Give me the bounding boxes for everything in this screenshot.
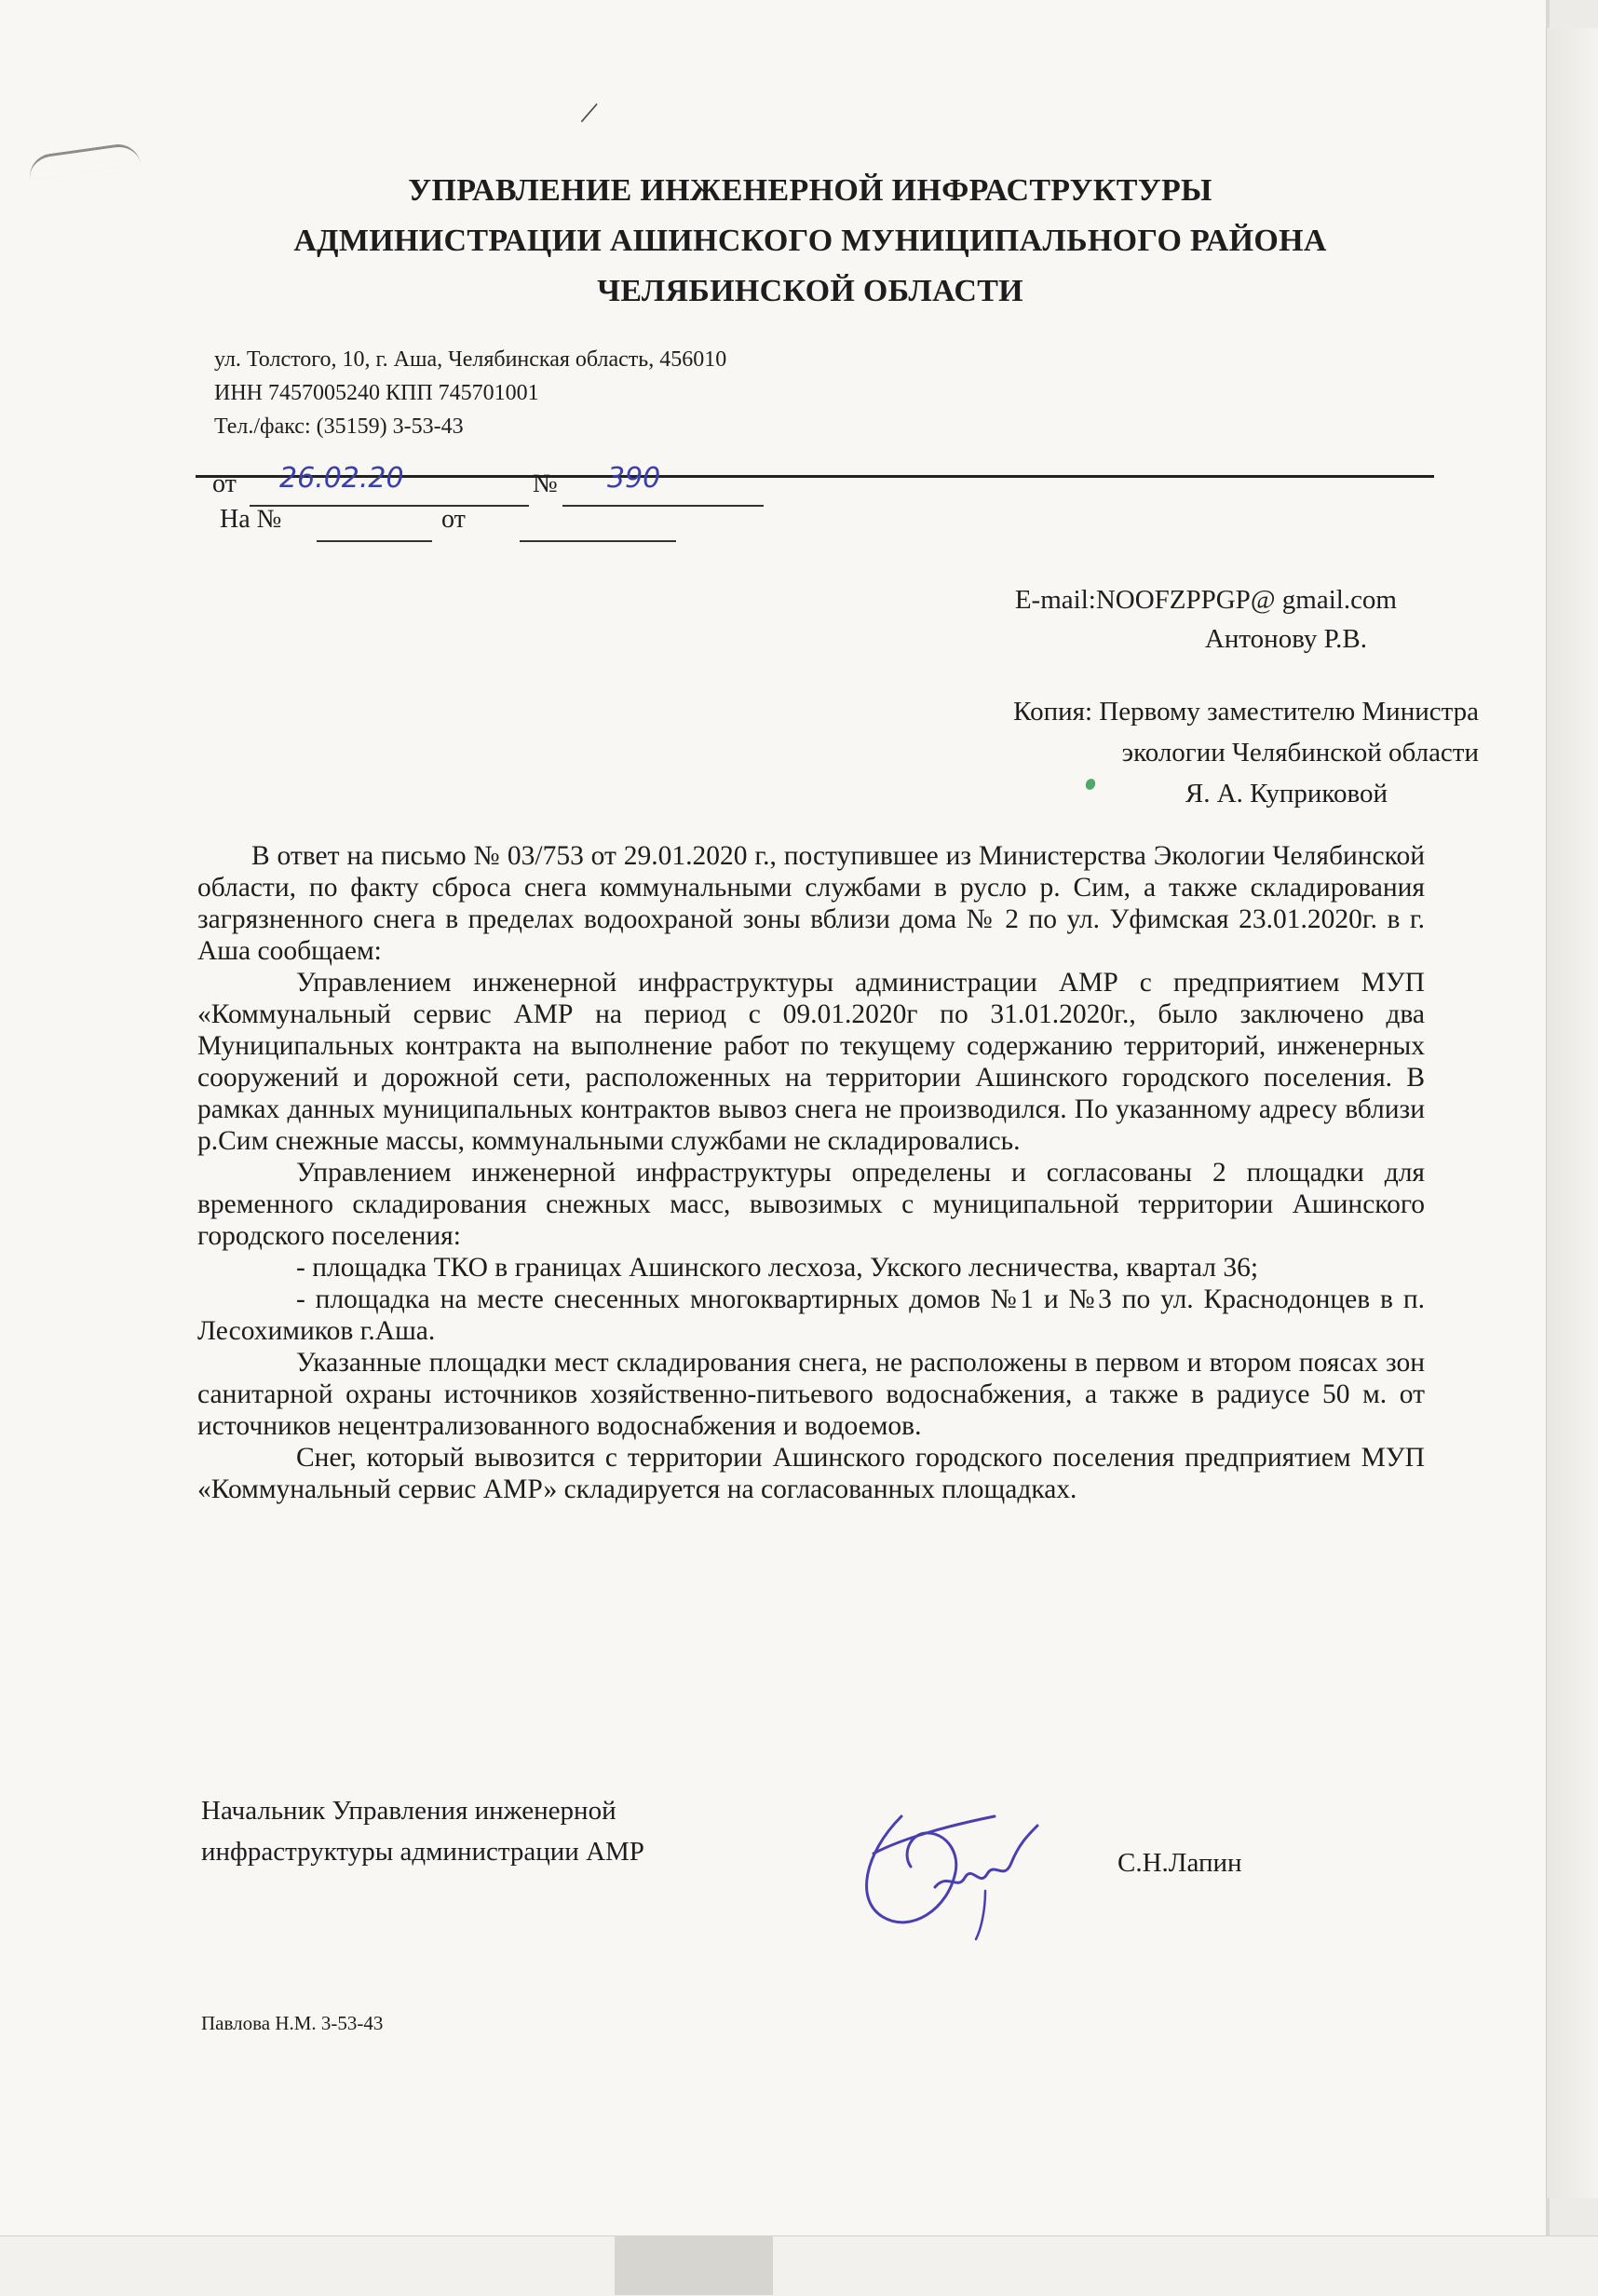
body-paragraph: В ответ на письмо № 03/753 от 29.01.2020 г., поступившее из Министерства Экологии Челябинской области, по факту сброса снега коммунальными службами в русло р. Сим, а также складирования загрязненного снега в пределах водоохраной зоны вблизи дома № 2 по ул. Уфимская 23.01.2020г. в г. Аша сообщаем: xyxy=(197,841,1425,966)
number-handwritten: 390 xyxy=(607,462,661,495)
body-paragraph: Снег, который вывозится с территории Ашинского городского поселения предприятием МУП «Коммунальный сервис АМР» складируется на согласованных площадках. xyxy=(197,1443,1425,1504)
scan-bottom-strip xyxy=(0,2235,1598,2296)
position-line: инфраструктуры администрации АМР xyxy=(201,1837,644,1867)
recipient-name: Антонову Р.В. xyxy=(1204,624,1367,654)
reference-from-label: от xyxy=(441,505,466,534)
position-line: Начальник Управления инженерной xyxy=(201,1796,616,1826)
letter-body xyxy=(197,840,1425,1505)
body-paragraph: Управлением инженерной инфраструктуры определены и согласованы 2 площадки для временного складирования снежных масс, вывозимых с муниципальной территории Ашинского городского поселения: xyxy=(197,1158,1425,1251)
page-edge xyxy=(1546,28,1598,2198)
body-paragraph: Управлением инженерной инфраструктуры администрации АМР с предприятием МУП «Коммунальный сервис АМР на период с 09.01.2020г по 31.01.2020г., было заключено два Муниципальных контракта на выполнение работ по текущему содержанию территорий, инженерных сооружений и дорожной сети, расположенных на территории Ашинского городского поселения. В рамках данных муниципальных контрактов вывоз снега не производился. По указанному адресу вблизи р.Сим снежные массы, коммунальными службами не складировались. xyxy=(197,968,1425,1156)
date-handwritten: 26.02.20 xyxy=(279,462,404,495)
copy-line: Я. А. Куприковой xyxy=(1185,779,1388,808)
executor-line: Павлова Н.М. 3-53-43 xyxy=(201,2012,384,2034)
from-label: от xyxy=(212,469,237,498)
inn-line: ИНН 7457005240 КПП 745701001 xyxy=(214,381,539,405)
reference-label: На № xyxy=(220,505,282,534)
letterhead-line: ЧЕЛЯБИНСКОЙ ОБЛАСТИ xyxy=(597,274,1023,308)
letterhead-line: УПРАВЛЕНИЕ ИНЖЕНЕРНОЙ ИНФРАСТРУКТУРЫ xyxy=(408,173,1212,208)
scan-speck: \ xyxy=(571,99,608,127)
phone-line: Тел./факс: (35159) 3-53-43 xyxy=(214,414,464,439)
signatory-position xyxy=(201,1790,644,1872)
body-list-item: - площадка на месте снесенных многоквартирных домов №1 и №3 по ул. Краснодонцев в п. Лесохимиков г.Аша. xyxy=(197,1284,1425,1346)
reference-date-underline xyxy=(520,540,676,542)
letterhead-line: АДМИНИСТРАЦИИ АШИНСКОГО МУНИЦИПАЛЬНОГО РАЙОНА xyxy=(293,224,1327,258)
number-label: № xyxy=(533,469,558,498)
body-list-item: - площадка ТКО в границах Ашинского лесхоза, Укского лесничества, квартал 36; xyxy=(296,1253,1259,1283)
handwritten-signature xyxy=(846,1798,1050,1947)
scan-clip xyxy=(615,2235,773,2295)
date-underline xyxy=(250,505,529,507)
reference-underline xyxy=(317,540,432,542)
number-underline xyxy=(562,505,764,507)
address-line: ул. Толстого, 10, г. Аша, Челябинская область, 456010 xyxy=(214,347,727,372)
recipient-email: E-mail:NOOFZPPGP@ gmail.com xyxy=(1014,585,1397,615)
copy-line: Копия: Первому заместителю Министра xyxy=(1013,697,1479,727)
body-paragraph: Указанные площадки мест складирования снега, не расположены в первом и втором поясах зон санитарной охраны источников хозяйственно-питьевого водоснабжения, а также в радиусе 50 м. от источников нецентрализованного водоснабжения и водоемов. xyxy=(197,1348,1425,1441)
letterhead xyxy=(223,166,1397,317)
sender-address xyxy=(214,343,726,443)
signer-name: С.Н.Лапин xyxy=(1117,1848,1242,1878)
copy-line: экологии Челябинской области xyxy=(1121,738,1479,768)
